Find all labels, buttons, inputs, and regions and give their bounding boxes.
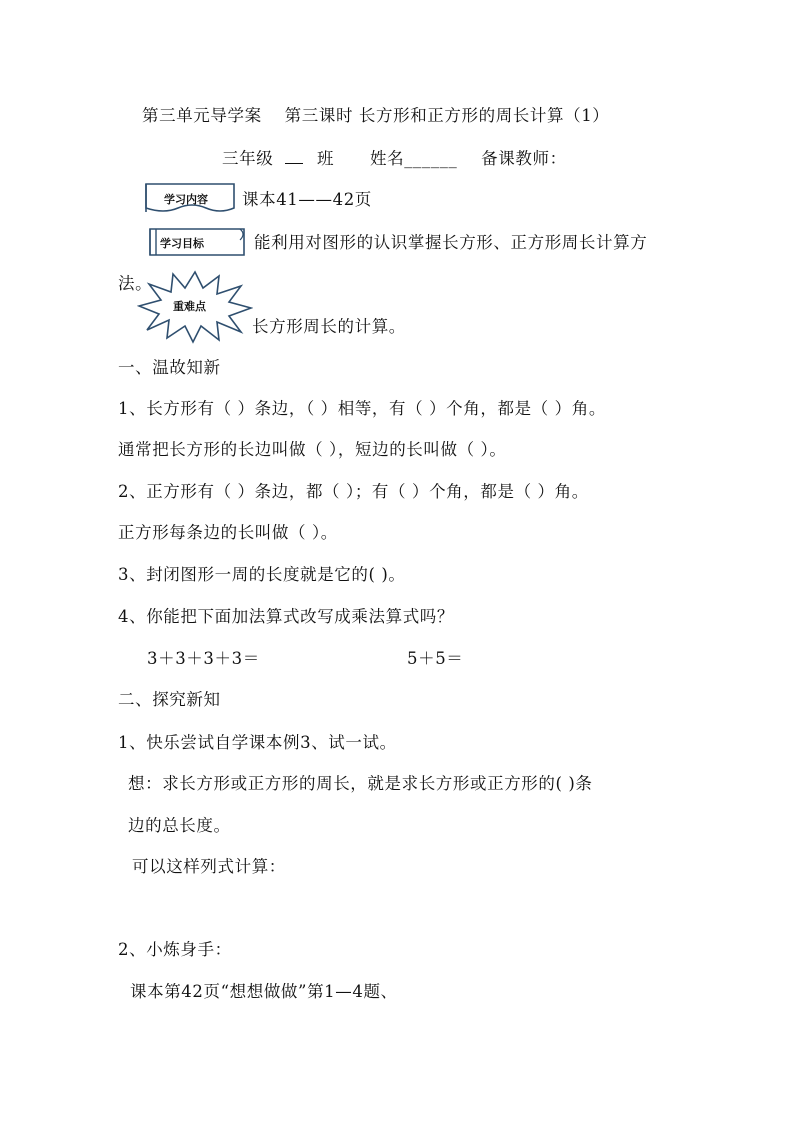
key-points-text: 长方形周长的计算。 [252,317,406,336]
section-heading-review: 一、温故知新 [118,358,221,377]
explore-item-1: 1、快乐尝试自学课本例3、试一试。 [118,733,397,752]
page-title: 第三单元导学案 第三课时 长方形和正方形的周长计算（1） [142,106,610,125]
class-label: 班 [317,149,335,168]
expression-2: 5＋5＝ [407,649,464,668]
question-1-line-2: 通常把长方形的长边叫做（ ），短边的长叫做（ ）。 [118,440,507,459]
teacher-label: 备课教师： [481,149,567,168]
think-line-2: 边的总长度。 [128,816,231,835]
grade-label: 三年级 [222,149,274,168]
expression-1: 3＋3＋3＋3＝ [147,649,260,668]
explore-item-2: 2、小炼身手： [118,940,232,959]
question-3: 3、封闭图形一周的长度就是它的( )。 [118,565,406,584]
think-line-1: 想：求长方形或正方形的周长，就是求长方形或正方形的( )条 [128,774,593,793]
name-label: 姓名______ [370,149,458,168]
learning-goal-badge [146,226,248,258]
question-2-line-1: 2、正方形有（ ）条边，都（ ）；有（ ）个角，都是（ ）角。 [118,482,589,501]
calc-prompt: 可以这样列式计算： [132,857,286,876]
class-blank [285,149,303,164]
exercise-text: 课本第42页“想想做做”第1—4题、 [130,982,398,1001]
section-heading-explore: 二、探究新知 [118,690,221,709]
learning-content-label: 学习内容 [164,193,208,206]
key-points-label: 重难点 [173,300,206,313]
key-points-badge [137,270,253,344]
question-1-line-1: 1、长方形有（ ）条边，（ ）相等，有（ ）个角，都是（ ）角。 [118,399,606,418]
learning-content-text: 课本41——42页 [242,190,372,209]
question-2-line-2: 正方形每条边的长叫做（ ）。 [118,523,338,542]
student-info-line [222,149,567,169]
learning-goal-label: 学习目标 [160,237,204,250]
question-4: 4、你能把下面加法算式改写成乘法算式吗？ [118,607,454,626]
learning-goal-text-cont: 法。 [118,274,153,293]
learning-goal-text: 能利用对图形的认识掌握长方形、正方形周长计算方 [254,233,648,252]
learning-content-badge [140,180,238,216]
